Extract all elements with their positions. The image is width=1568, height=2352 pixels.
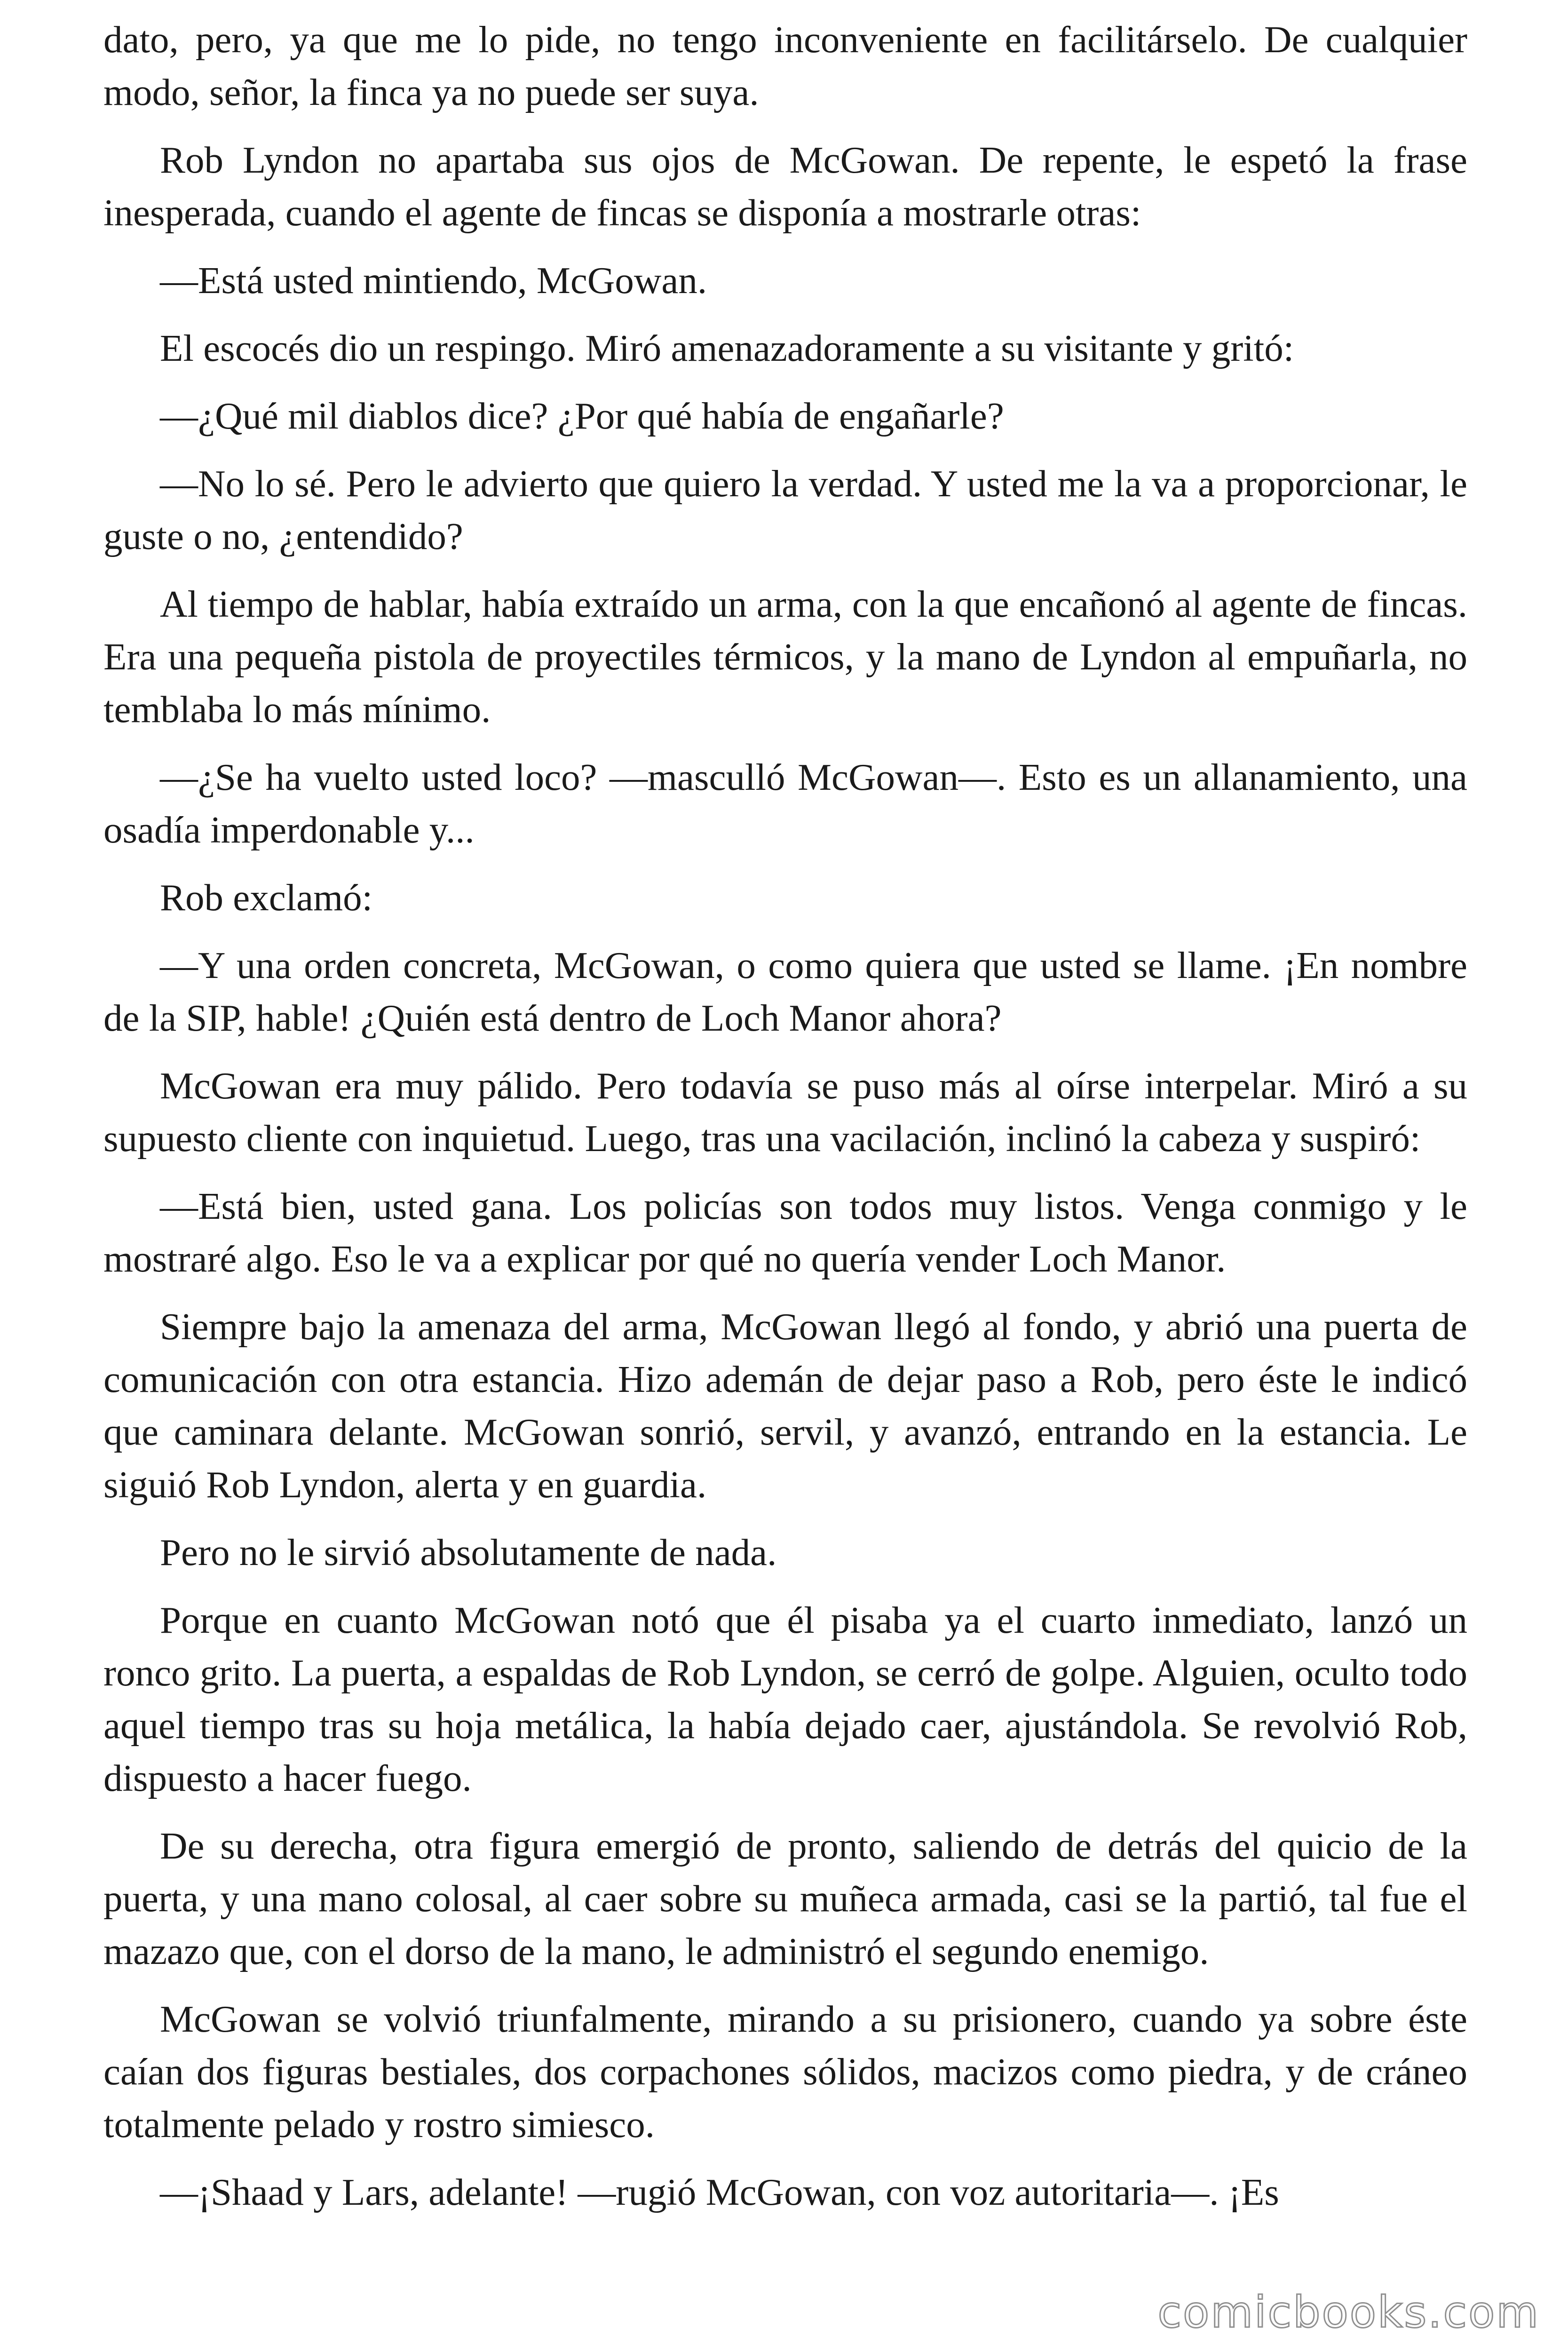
paragraph: De su derecha, otra figura emergió de pronto, saliendo de detrás del quicio de la puerta, y una mano colosal, al caer sobre su muñeca armada, casi se la partió, tal fue el mazazo que, con el dorso de la mano, le administró el segundo enemigo. [103,1825,1467,1972]
dialogue-line: —Está usted mintiendo, McGowan. [160,259,707,302]
dialogue-line: —¡Shaad y Lars, adelante! —rugió McGowan, con voz autoritaria—. ¡Es [160,2171,1279,2213]
paragraph: Porque en cuanto McGowan notó que él pisaba ya el cuarto inmediato, lanzó un ronco grito. La puerta, a espaldas de Rob Lyndon, se cerró de golpe. Alguien, oculto todo aquel tiempo tras su hoja metálica, la había dejado caer, ajustándola. Se revolvió Rob, dispuesto a hacer fuego. [103,1599,1467,1799]
dialogue-line: —¿Se ha vuelto usted loco? —masculló McGowan—. Esto es un allanamiento, una osadía imperdonable y... [103,756,1467,851]
paragraph: McGowan se volvió triunfalmente, mirando a su prisionero, cuando ya sobre éste caían dos figuras bestiales, dos corpachones sólidos, macizos como piedra, y de cráneo totalmente pelado y rostro simiesco. [103,1998,1467,2145]
paragraph: Rob Lyndon no apartaba sus ojos de McGowan. De repente, le espetó la frase inesperada, cuando el agente de fincas se disponía a mostrarle otras: [103,139,1467,234]
dialogue-line: —Está bien, usted gana. Los policías son todos muy listos. Venga conmigo y le mostraré algo. Eso le va a explicar por qué no quería vender Loch Manor. [103,1185,1467,1280]
watermark-logo: comicbooks.com [1157,2287,1540,2337]
paragraph: McGowan era muy pálido. Pero todavía se puso más al oírse interpelar. Miró a su supuesto cliente con inquietud. Luego, tras una vacilación, inclinó la cabeza y suspiró: [103,1065,1467,1160]
paragraph: Rob exclamó: [160,876,373,919]
page-text [103,13,1467,2233]
paragraph: Siempre bajo la amenaza del arma, McGowan llegó al fondo, y abrió una puerta de comunicación con otra estancia. Hizo ademán de dejar paso a Rob, pero éste le indicó que caminara delante. McGowan sonrió, servil, y avanzó, entrando en la estancia. Le siguió Rob Lyndon, alerta y en guardia. [103,1305,1467,1506]
paragraph: El escocés dio un respingo. Miró amenazadoramente a su visitante y gritó: [160,327,1294,369]
dialogue-line: —Y una orden concreta, McGowan, o como quiera que usted se llame. ¡En nombre de la SIP, hable! ¿Quién está dentro de Loch Manor ahora? [103,944,1467,1039]
paragraph: Al tiempo de hablar, había extraído un arma, con la que encañonó al agente de fincas. Era una pequeña pistola de proyectiles térmicos, y la mano de Lyndon al empuñarla, no temblaba lo más mínimo. [103,583,1467,731]
paragraph-continued: dato, pero, ya que me lo pide, no tengo inconveniente en facilitárselo. De cualquier modo, señor, la finca ya no puede ser suya. [103,18,1467,113]
paragraph: Pero no le sirvió absolutamente de nada. [160,1531,777,1573]
dialogue-line: —No lo sé. Pero le advierto que quiero la verdad. Y usted me la va a proporcionar, le guste o no, ¿entendido? [103,462,1467,557]
dialogue-line: —¿Qué mil diablos dice? ¿Por qué había de engañarle? [160,395,1004,437]
